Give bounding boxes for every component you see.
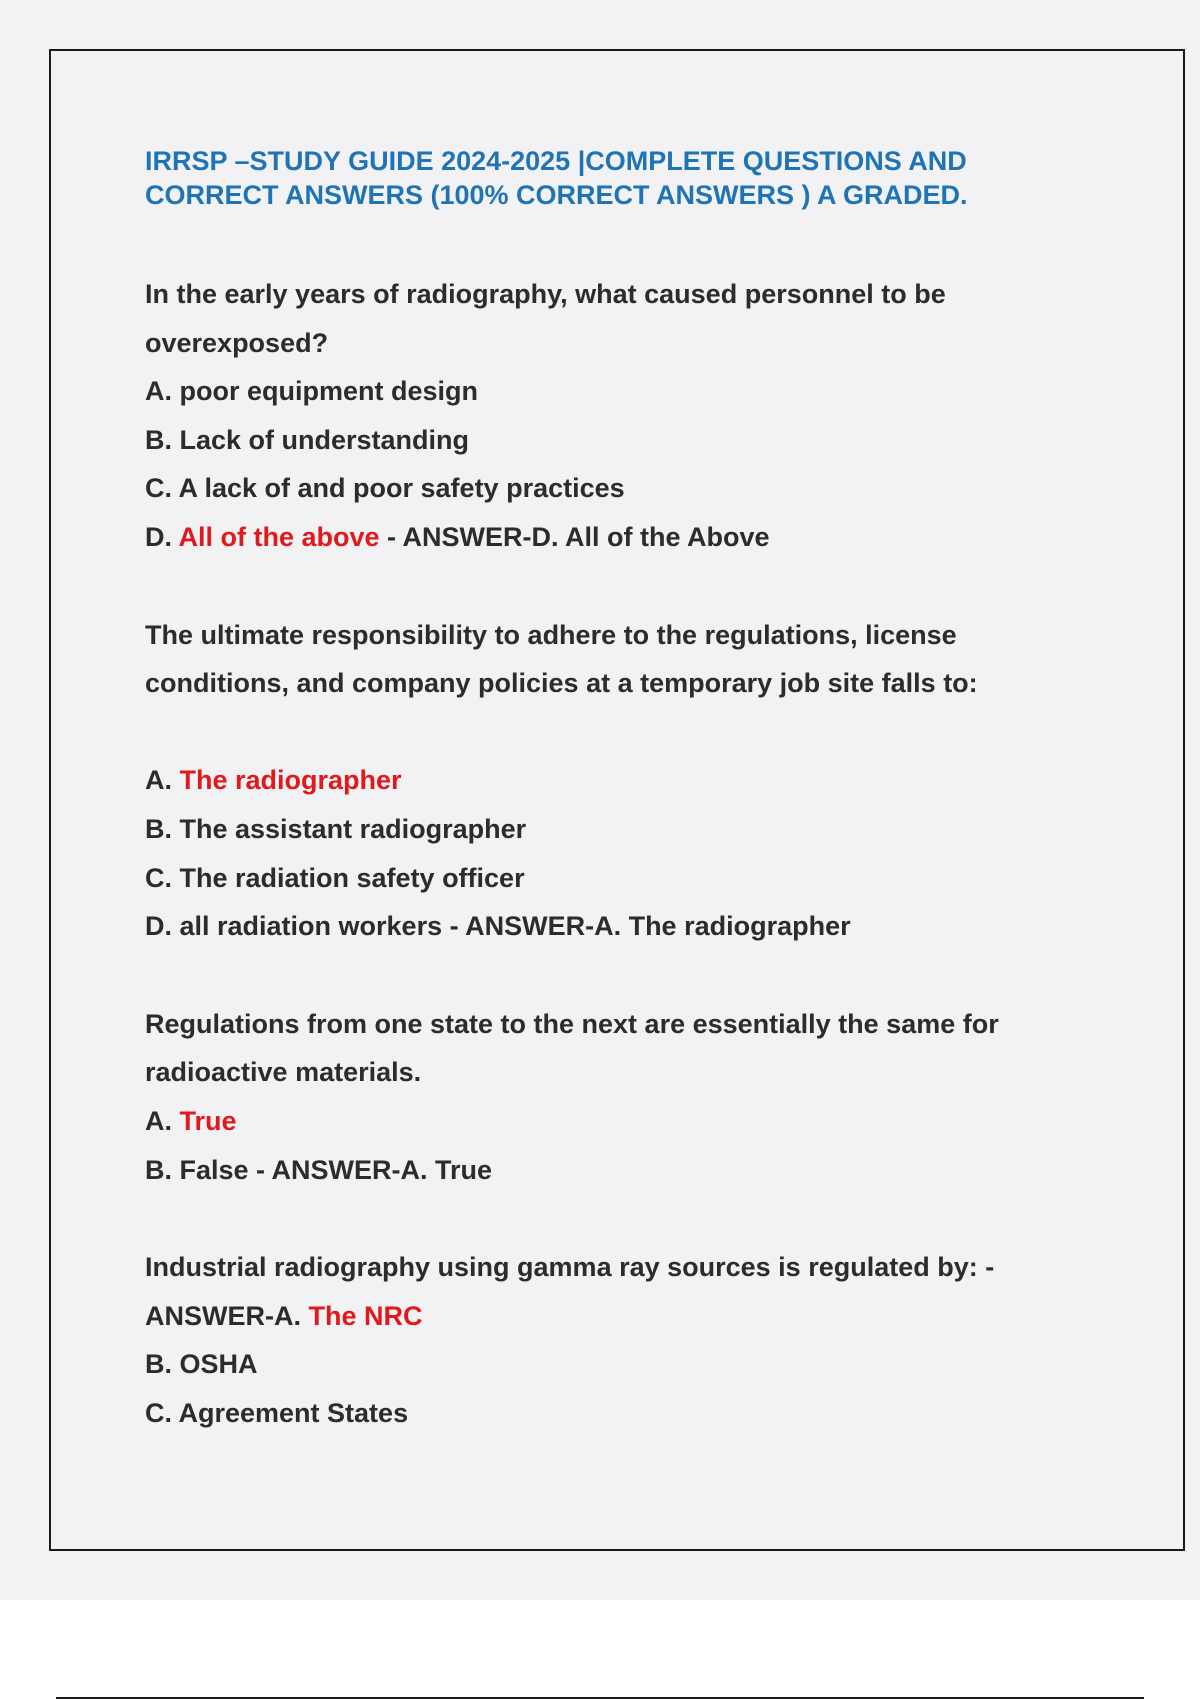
page-divider xyxy=(56,1697,1144,1699)
question-4-text-line-1: Industrial radiography using gamma ray sources is regulated by: - xyxy=(145,1252,995,1283)
document-title xyxy=(145,144,1065,212)
option-d-prefix: D. xyxy=(145,521,179,552)
option-a-prefix: A. xyxy=(145,1105,180,1136)
question-1-text-line-2: overexposed? xyxy=(145,327,329,358)
question-4-option-c: C. Agreement States xyxy=(145,1397,409,1428)
question-3-option-a xyxy=(145,1097,1065,1146)
question-2-option-c: C. The radiation safety officer xyxy=(145,862,525,893)
question-2 xyxy=(145,611,1065,951)
question-3-text-line-2: radioactive materials. xyxy=(145,1057,422,1088)
title-line-1: IRRSP –STUDY GUIDE 2024-2025 |COMPLETE QUESTIONS AND xyxy=(145,146,967,176)
question-2-option-b: B. The assistant radiographer xyxy=(145,813,527,844)
question-2-option-d: D. all radiation workers - ANSWER-A. The radiographer xyxy=(145,911,851,942)
question-1-option-d xyxy=(145,513,1065,562)
question-2-text-line-2: conditions, and company policies at a temporary job site falls to: xyxy=(145,668,978,699)
highlighted-correct-answer: The radiographer xyxy=(179,765,402,796)
question-1-option-c: C. A lack of and poor safety practices xyxy=(145,473,625,504)
question-1-option-a: A. poor equipment design xyxy=(145,376,479,407)
question-3-option-b: B. False - ANSWER-A. True xyxy=(145,1154,493,1185)
question-3-text-line-1: Regulations from one state to the next are essentially the same for xyxy=(145,1008,999,1039)
answer-key-prefix: ANSWER-A. xyxy=(145,1300,309,1331)
question-4 xyxy=(145,1243,1065,1437)
document-content xyxy=(145,144,1065,1486)
question-4-option-b: B. OSHA xyxy=(145,1349,258,1380)
highlighted-correct-answer: All of the above xyxy=(178,521,380,552)
question-2-text-line-1: The ultimate responsibility to adhere to the regulations, license xyxy=(145,619,957,650)
option-a-prefix: A. xyxy=(145,765,180,796)
title-line-2: CORRECT ANSWERS (100% CORRECT ANSWERS ) A GRADED. xyxy=(145,180,968,210)
question-3 xyxy=(145,1000,1065,1194)
question-1 xyxy=(145,270,1065,562)
highlighted-correct-answer: True xyxy=(179,1105,237,1136)
question-1-option-b: B. Lack of understanding xyxy=(145,424,470,455)
question-1-text-line-1: In the early years of radiography, what caused personnel to be xyxy=(145,279,946,309)
question-2-option-a xyxy=(145,756,1065,805)
answer-key: - ANSWER-D. All of the Above xyxy=(379,521,770,552)
blank-line xyxy=(145,708,1065,757)
question-4-text-line-2 xyxy=(145,1292,1065,1341)
highlighted-correct-answer: The NRC xyxy=(308,1300,423,1331)
